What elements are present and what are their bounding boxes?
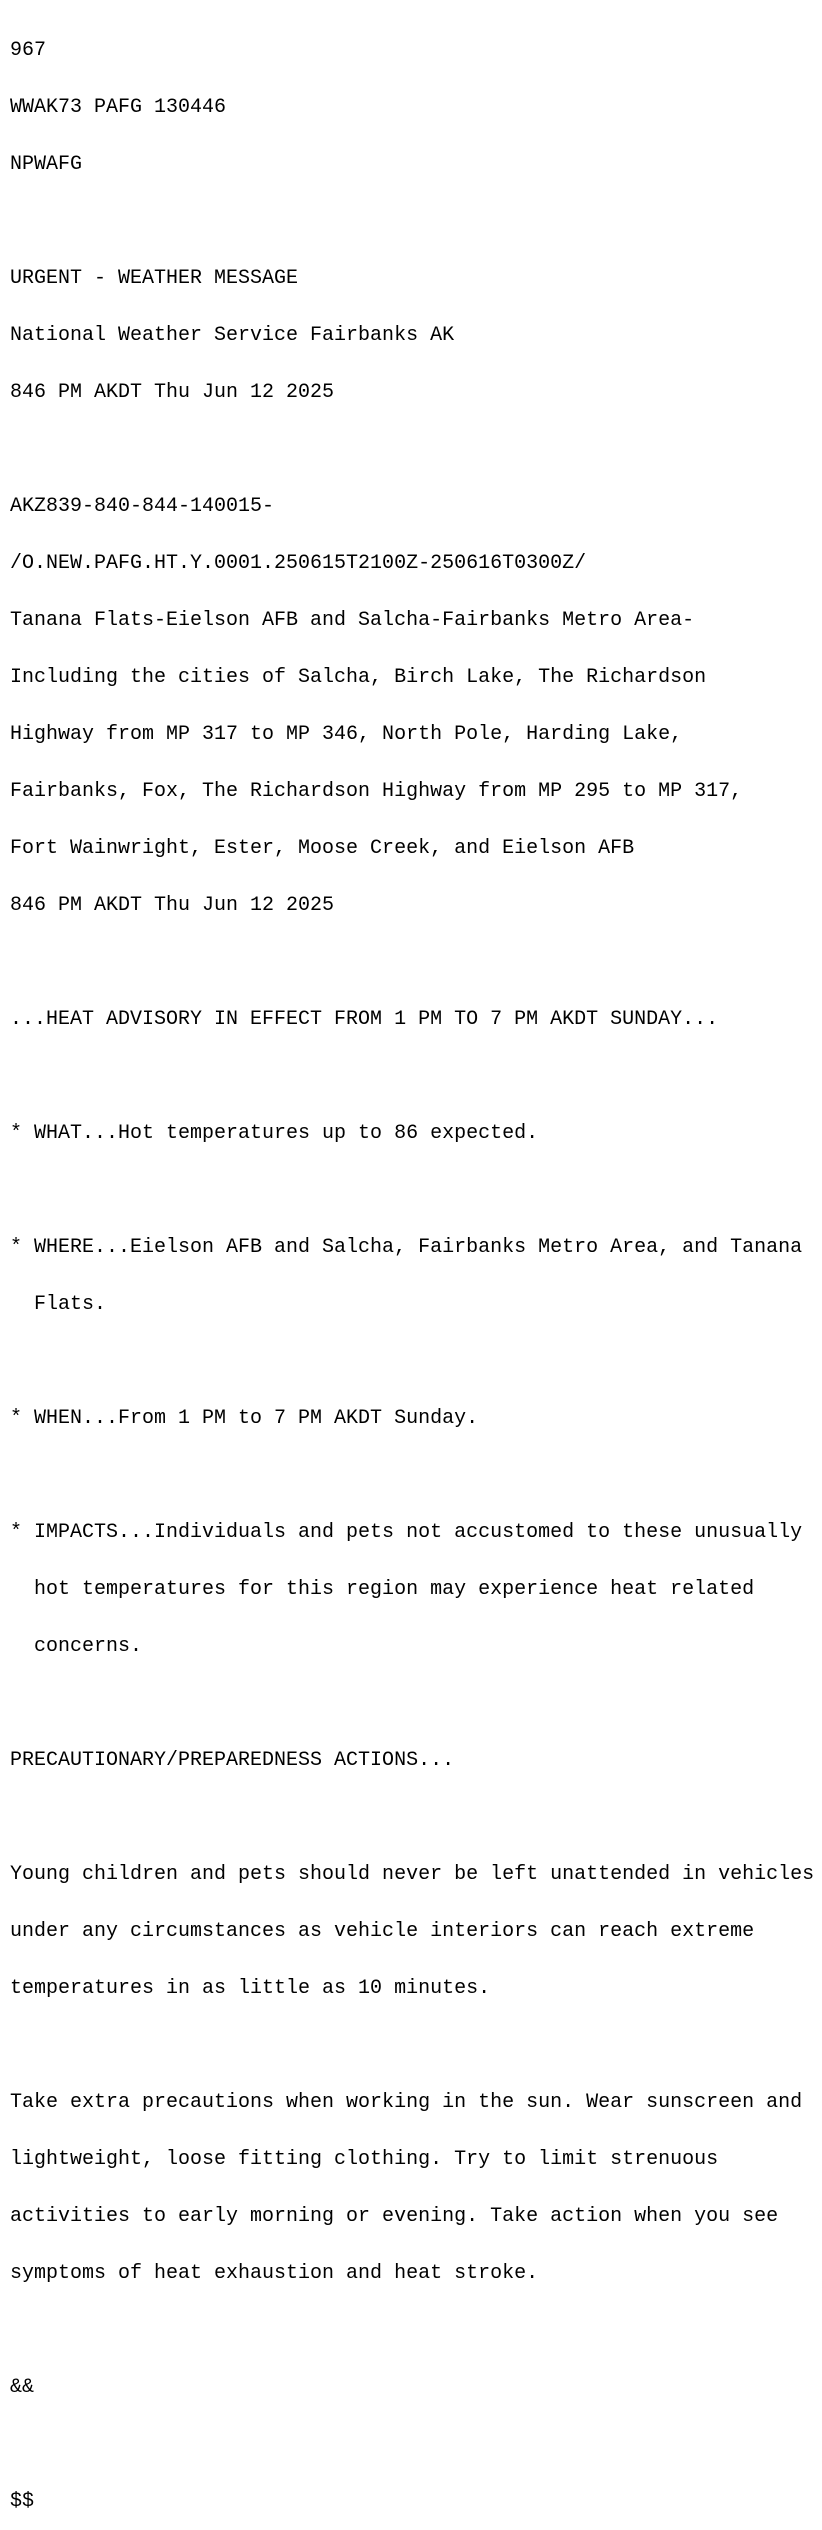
blank-line	[10, 1466, 822, 1485]
included-cities-line: Fairbanks, Fox, The Richardson Highway from MP 295 to MP 317,	[10, 780, 743, 803]
blank-line	[10, 2435, 822, 2454]
segment-terminator: $$	[10, 2490, 35, 2513]
included-cities-line: Including the cities of Salcha, Birch Lake, The Richardson	[10, 666, 707, 689]
blank-line	[10, 953, 822, 972]
sun-safety-paragraph-line: symptoms of heat exhaustion and heat stroke.	[10, 2262, 539, 2285]
vtec-line: /O.NEW.PAFG.HT.Y.0001.250615T2100Z-250616T0300Z/	[10, 552, 587, 575]
sun-safety-paragraph-line: lightweight, loose fitting clothing. Try to limit strenuous	[10, 2148, 719, 2171]
included-cities-line: Fort Wainwright, Ester, Moose Creek, and Eielson AFB	[10, 837, 635, 860]
awips-id-line: NPWAFG	[10, 153, 83, 176]
impacts-bullet-continuation: hot temperatures for this region may experience heat related	[10, 1578, 755, 1601]
zone-names-line: Tanana Flats-Eielson AFB and Salcha-Fairbanks Metro Area-	[10, 609, 695, 632]
where-bullet: * WHERE...Eielson AFB and Salcha, Fairbanks Metro Area, and Tanana	[10, 1236, 803, 1259]
when-bullet: * WHEN...From 1 PM to 7 PM AKDT Sunday.	[10, 1407, 479, 1430]
sun-safety-paragraph-line: activities to early morning or evening. Take action when you see	[10, 2205, 779, 2228]
advisory-headline: ...HEAT ADVISORY IN EFFECT FROM 1 PM TO 7 PM AKDT SUNDAY...	[10, 1008, 719, 1031]
section-terminator: &&	[10, 2376, 35, 2399]
blank-line	[10, 1808, 822, 1827]
blank-line	[10, 1694, 822, 1713]
impacts-bullet-continuation: concerns.	[10, 1635, 143, 1658]
included-cities-line: Highway from MP 317 to MP 346, North Pole, Harding Lake,	[10, 723, 683, 746]
issuing-office: National Weather Service Fairbanks AK	[10, 324, 455, 347]
segment-issuance-time: 846 PM AKDT Thu Jun 12 2025	[10, 894, 335, 917]
vehicle-safety-paragraph-line: under any circumstances as vehicle interiors can reach extreme	[10, 1920, 755, 1943]
blank-line	[10, 2036, 822, 2055]
blank-line	[10, 1352, 822, 1371]
blank-line	[10, 2321, 822, 2340]
blank-line	[10, 1067, 822, 1086]
impacts-bullet: * IMPACTS...Individuals and pets not accustomed to these unusually	[10, 1521, 803, 1544]
where-bullet-continuation: Flats.	[10, 1293, 107, 1316]
zone-codes-line: AKZ839-840-844-140015-	[10, 495, 275, 518]
precautionary-actions-heading: PRECAUTIONARY/PREPAREDNESS ACTIONS...	[10, 1749, 455, 1772]
blank-line	[10, 1181, 822, 1200]
blank-line	[10, 440, 822, 459]
what-bullet: * WHAT...Hot temperatures up to 86 expected.	[10, 1122, 539, 1145]
blank-line	[10, 212, 822, 231]
vehicle-safety-paragraph-line: Young children and pets should never be left unattended in vehicles	[10, 1863, 815, 1886]
vehicle-safety-paragraph-line: temperatures in as little as 10 minutes.	[10, 1977, 491, 2000]
sun-safety-paragraph-line: Take extra precautions when working in the sun. Wear sunscreen and	[10, 2091, 803, 2114]
issuance-time: 846 PM AKDT Thu Jun 12 2025	[10, 381, 335, 404]
message-urgency-title: URGENT - WEATHER MESSAGE	[10, 267, 299, 290]
message-sequence-number: 967	[10, 39, 47, 62]
wmo-header-line: WWAK73 PAFG 130446	[10, 96, 227, 119]
